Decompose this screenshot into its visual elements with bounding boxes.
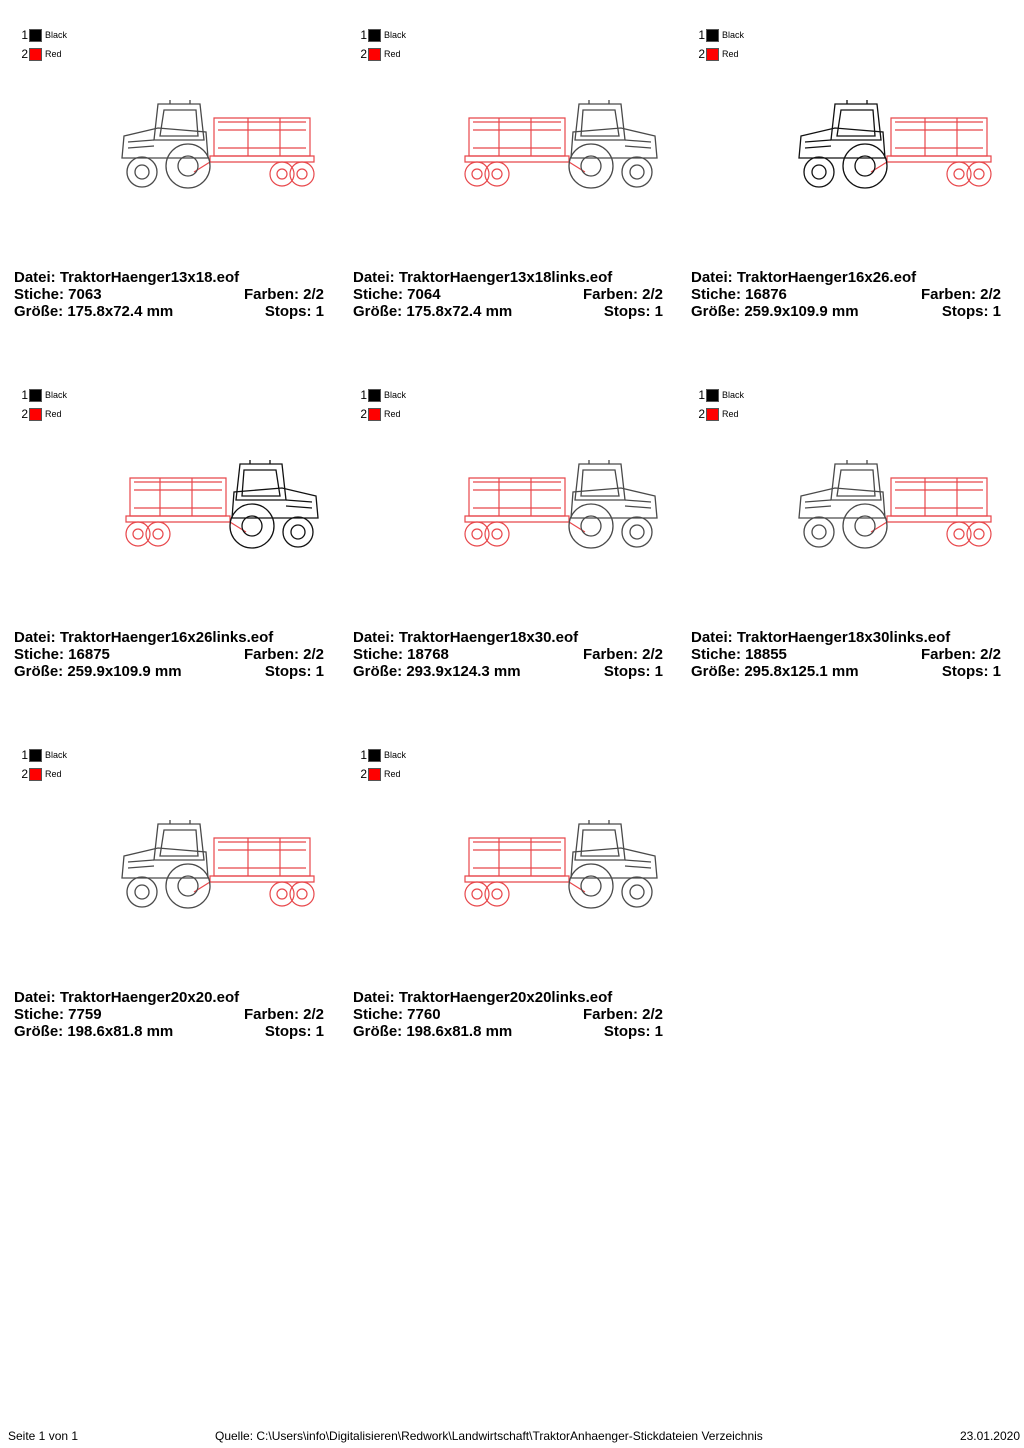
design-card bbox=[691, 28, 1009, 358]
thread-color-item bbox=[359, 47, 401, 61]
stitch-count: Stiche: 7759 bbox=[14, 1006, 102, 1023]
design-size: Größe: 175.8x72.4 mm bbox=[353, 303, 513, 320]
thread-number: 1 bbox=[698, 28, 705, 42]
design-card bbox=[691, 388, 1009, 718]
color-count: Farben: 2/2 bbox=[582, 286, 663, 303]
file-name: Datei: TraktorHaenger18x30links.eof bbox=[691, 629, 951, 646]
trailer-drawing bbox=[194, 838, 314, 906]
thread-color-swatch bbox=[29, 408, 42, 421]
file-name: Datei: TraktorHaenger13x18.eof bbox=[14, 269, 240, 286]
design-info bbox=[353, 629, 663, 680]
thread-color-swatch bbox=[368, 48, 381, 61]
design-card bbox=[353, 28, 671, 358]
tractor-drawing bbox=[230, 460, 318, 548]
design-size: Größe: 295.8x125.1 mm bbox=[691, 663, 859, 680]
thread-color-name: Black bbox=[722, 390, 745, 400]
stitch-count: Stiche: 7063 bbox=[14, 286, 102, 303]
stitch-count: Stiche: 7064 bbox=[353, 286, 441, 303]
stitch-count: Stiche: 7760 bbox=[353, 1006, 441, 1023]
thread-color-swatch bbox=[29, 48, 42, 61]
thread-color-item bbox=[20, 407, 62, 421]
thread-number: 2 bbox=[360, 47, 367, 61]
design-card bbox=[14, 388, 332, 718]
thread-color-item bbox=[20, 28, 67, 42]
design-preview-image bbox=[453, 96, 665, 196]
thread-color-name: Red bbox=[45, 409, 62, 419]
thread-number: 2 bbox=[21, 47, 28, 61]
design-preview-image bbox=[114, 96, 326, 196]
thread-color-item bbox=[359, 767, 401, 781]
trailer-drawing bbox=[465, 118, 585, 186]
thread-color-item bbox=[359, 407, 401, 421]
thread-color-swatch bbox=[29, 749, 42, 762]
thread-color-name: Black bbox=[45, 30, 68, 40]
stop-count: Stops: 1 bbox=[603, 663, 663, 680]
design-preview-image bbox=[791, 456, 1003, 556]
stop-count: Stops: 1 bbox=[941, 663, 1001, 680]
thread-number: 1 bbox=[21, 388, 28, 402]
stop-count: Stops: 1 bbox=[603, 303, 663, 320]
file-name: Datei: TraktorHaenger16x26links.eof bbox=[14, 629, 274, 646]
thread-color-swatch bbox=[706, 389, 719, 402]
file-name: Datei: TraktorHaenger20x20.eof bbox=[14, 989, 240, 1006]
thread-number: 2 bbox=[698, 407, 705, 421]
thread-color-name: Black bbox=[45, 390, 68, 400]
trailer-drawing bbox=[194, 118, 314, 186]
footer-date: 23.01.2020 bbox=[959, 1429, 1020, 1443]
thread-color-item bbox=[697, 407, 739, 421]
color-count: Farben: 2/2 bbox=[243, 646, 324, 663]
thread-color-item bbox=[697, 388, 744, 402]
thread-color-name: Red bbox=[384, 769, 401, 779]
thread-color-swatch bbox=[29, 29, 42, 42]
thread-color-swatch bbox=[368, 389, 381, 402]
thread-color-name: Red bbox=[722, 409, 739, 419]
stitch-count: Stiche: 18768 bbox=[353, 646, 449, 663]
thread-color-swatch bbox=[368, 749, 381, 762]
design-preview-image bbox=[114, 456, 326, 556]
thread-number: 2 bbox=[698, 47, 705, 61]
stop-count: Stops: 1 bbox=[603, 1023, 663, 1040]
thread-color-swatch bbox=[368, 408, 381, 421]
design-preview-image bbox=[791, 96, 1003, 196]
stop-count: Stops: 1 bbox=[264, 303, 324, 320]
thread-color-item bbox=[359, 748, 406, 762]
tractor-drawing bbox=[799, 460, 887, 548]
thread-color-swatch bbox=[368, 768, 381, 781]
thread-color-item bbox=[359, 28, 406, 42]
color-count: Farben: 2/2 bbox=[920, 286, 1001, 303]
design-info bbox=[353, 989, 663, 1040]
design-preview-image bbox=[114, 816, 326, 916]
design-preview-image bbox=[453, 456, 665, 556]
file-name: Datei: TraktorHaenger20x20links.eof bbox=[353, 989, 613, 1006]
thread-color-swatch bbox=[29, 768, 42, 781]
design-size: Größe: 293.9x124.3 mm bbox=[353, 663, 521, 680]
stop-count: Stops: 1 bbox=[264, 1023, 324, 1040]
design-card bbox=[14, 28, 332, 358]
stitch-count: Stiche: 16875 bbox=[14, 646, 110, 663]
design-card bbox=[353, 388, 671, 718]
thread-number: 1 bbox=[21, 28, 28, 42]
tractor-drawing bbox=[569, 460, 657, 548]
stop-count: Stops: 1 bbox=[941, 303, 1001, 320]
thread-color-name: Black bbox=[384, 390, 407, 400]
thread-number: 2 bbox=[360, 767, 367, 781]
design-preview-image bbox=[453, 816, 665, 916]
thread-color-name: Black bbox=[722, 30, 745, 40]
thread-number: 1 bbox=[360, 28, 367, 42]
thread-number: 2 bbox=[21, 767, 28, 781]
thread-color-item bbox=[697, 47, 739, 61]
design-size: Größe: 259.9x109.9 mm bbox=[14, 663, 182, 680]
design-info bbox=[14, 989, 324, 1040]
thread-color-swatch bbox=[706, 408, 719, 421]
design-size: Größe: 175.8x72.4 mm bbox=[14, 303, 174, 320]
thread-color-item bbox=[359, 388, 406, 402]
design-card bbox=[353, 748, 671, 1078]
file-name: Datei: TraktorHaenger13x18links.eof bbox=[353, 269, 613, 286]
thread-number: 1 bbox=[21, 748, 28, 762]
tractor-drawing bbox=[122, 100, 210, 188]
file-name: Datei: TraktorHaenger18x30.eof bbox=[353, 629, 579, 646]
design-info bbox=[353, 269, 663, 320]
stop-count: Stops: 1 bbox=[264, 663, 324, 680]
tractor-drawing bbox=[799, 100, 887, 188]
thread-color-swatch bbox=[29, 389, 42, 402]
thread-color-swatch bbox=[706, 48, 719, 61]
thread-number: 2 bbox=[21, 407, 28, 421]
thread-color-name: Red bbox=[722, 49, 739, 59]
trailer-drawing bbox=[126, 478, 246, 546]
tractor-drawing bbox=[122, 820, 210, 908]
thread-color-name: Red bbox=[384, 409, 401, 419]
thread-color-name: Red bbox=[45, 769, 62, 779]
thread-number: 1 bbox=[360, 388, 367, 402]
thread-color-name: Red bbox=[45, 49, 62, 59]
thread-color-item bbox=[20, 767, 62, 781]
thread-number: 1 bbox=[698, 388, 705, 402]
thread-color-item bbox=[20, 388, 67, 402]
footer-source: Quelle: C:\Users\info\Digitalisieren\Redwork\Landwirtschaft\TraktorAnhaenger-Stickdateien Verzeichnis bbox=[215, 1429, 763, 1443]
stitch-count: Stiche: 16876 bbox=[691, 286, 787, 303]
design-card bbox=[14, 748, 332, 1078]
thread-color-item bbox=[20, 748, 67, 762]
design-size: Größe: 259.9x109.9 mm bbox=[691, 303, 859, 320]
thread-color-name: Black bbox=[384, 30, 407, 40]
design-size: Größe: 198.6x81.8 mm bbox=[353, 1023, 513, 1040]
thread-color-name: Red bbox=[384, 49, 401, 59]
thread-color-item bbox=[697, 28, 744, 42]
design-info bbox=[14, 629, 324, 680]
footer-page: Seite 1 von 1 bbox=[8, 1429, 79, 1443]
color-count: Farben: 2/2 bbox=[582, 1006, 663, 1023]
color-count: Farben: 2/2 bbox=[243, 286, 324, 303]
design-info bbox=[691, 269, 1001, 320]
thread-color-name: Black bbox=[384, 750, 407, 760]
color-count: Farben: 2/2 bbox=[582, 646, 663, 663]
thread-color-item bbox=[20, 47, 62, 61]
design-size: Größe: 198.6x81.8 mm bbox=[14, 1023, 174, 1040]
thread-number: 2 bbox=[360, 407, 367, 421]
thread-color-name: Black bbox=[45, 750, 68, 760]
trailer-drawing bbox=[465, 838, 585, 906]
color-count: Farben: 2/2 bbox=[243, 1006, 324, 1023]
design-info bbox=[691, 629, 1001, 680]
trailer-drawing bbox=[465, 478, 585, 546]
thread-number: 1 bbox=[360, 748, 367, 762]
file-name: Datei: TraktorHaenger16x26.eof bbox=[691, 269, 917, 286]
trailer-drawing bbox=[871, 478, 991, 546]
stitch-count: Stiche: 18855 bbox=[691, 646, 787, 663]
tractor-drawing bbox=[569, 100, 657, 188]
color-count: Farben: 2/2 bbox=[920, 646, 1001, 663]
trailer-drawing bbox=[871, 118, 991, 186]
thread-color-swatch bbox=[368, 29, 381, 42]
thread-color-swatch bbox=[706, 29, 719, 42]
tractor-drawing bbox=[569, 820, 657, 908]
design-info bbox=[14, 269, 324, 320]
